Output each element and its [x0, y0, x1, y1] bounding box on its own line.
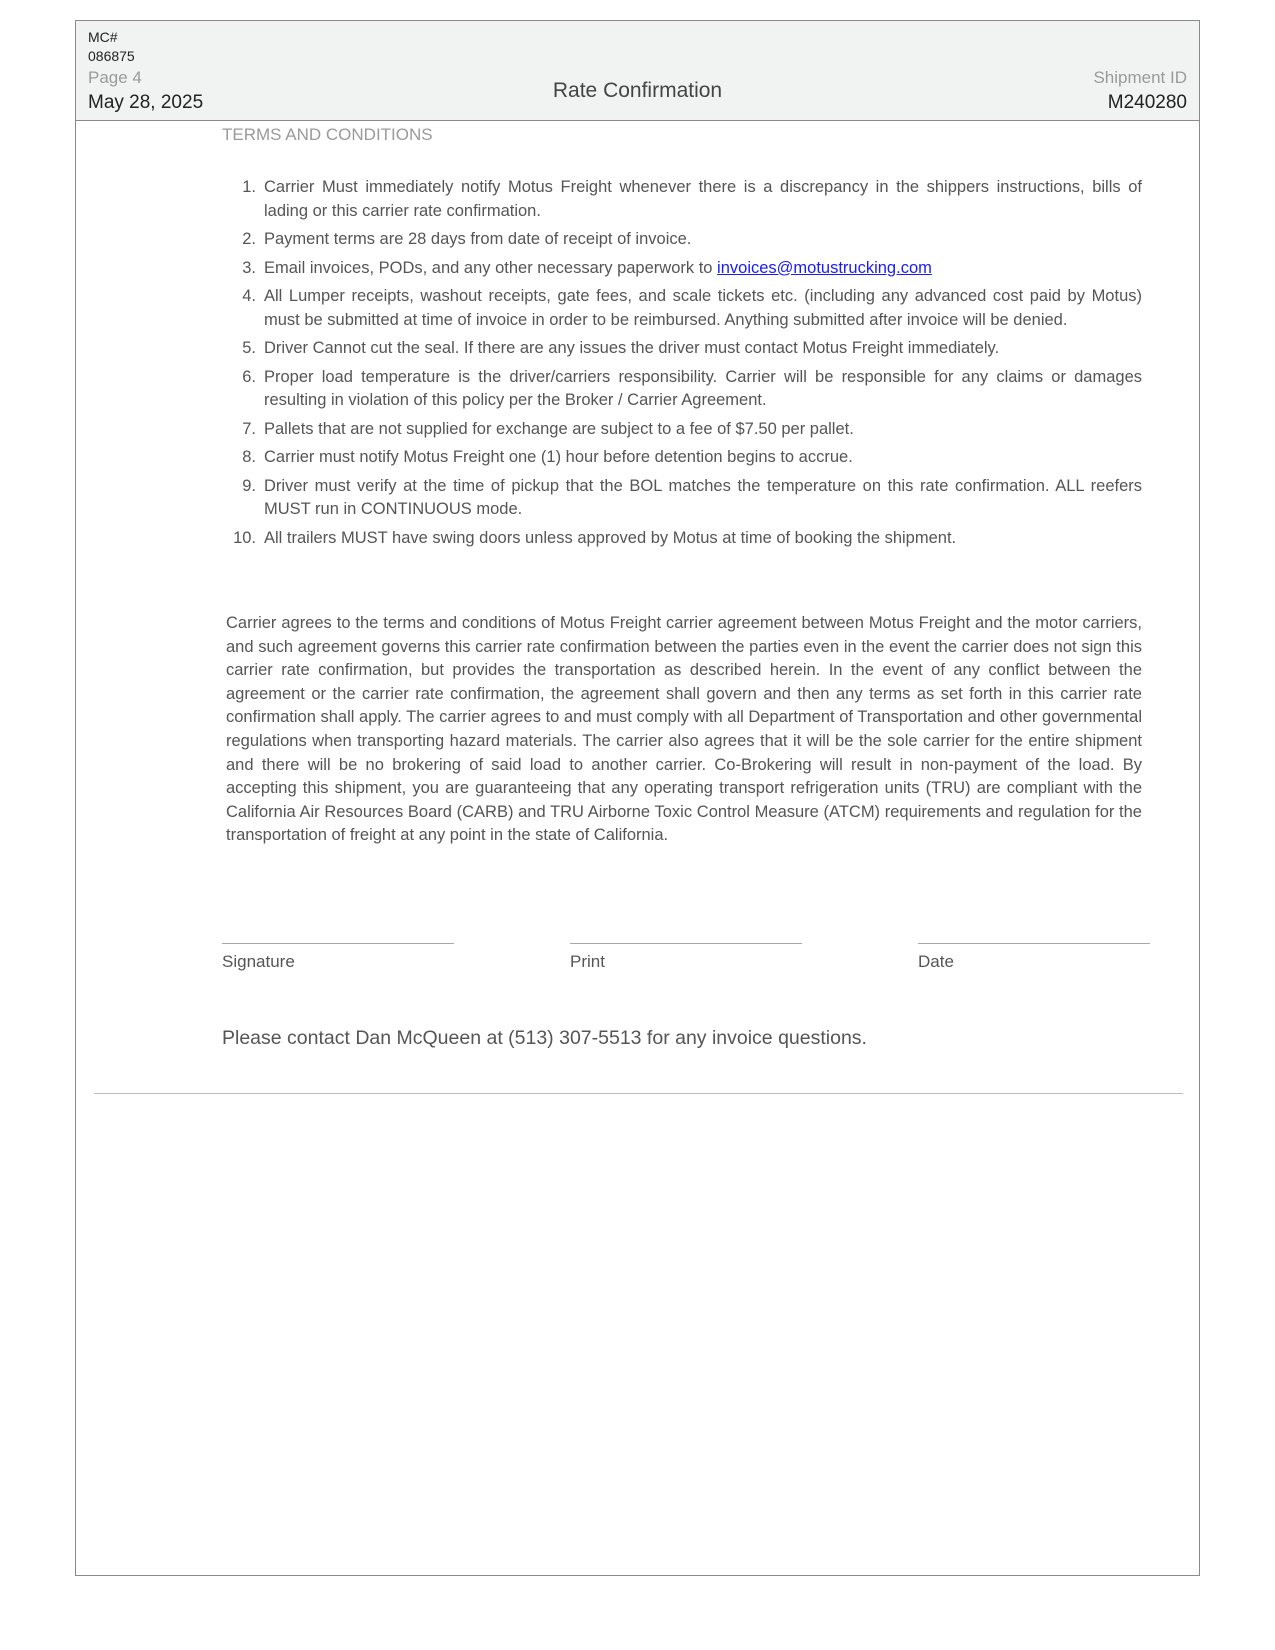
terms-item: [222, 446, 1142, 470]
terms-item-text: Carrier must notify Motus Freight one (1) hour before detention begins to accrue.: [264, 448, 853, 466]
document-date: May 28, 2025: [88, 92, 204, 113]
document-title: Rate Confirmation: [552, 79, 723, 102]
mc-label: MC#: [88, 29, 118, 45]
terms-item-number: 10.: [233, 528, 256, 547]
terms-item-text: Carrier Must immediately notify Motus Freight whenever there is a discrepancy in the shippers instructions, bills of lading or this carrier rate confirmation.: [264, 178, 1142, 220]
mc-number: 086875: [88, 48, 135, 64]
terms-item-text: Pallets that are not supplied for exchange are subject to a fee of $7.50 per pallet.: [264, 419, 854, 438]
terms-item-number: 3.: [242, 258, 256, 277]
terms-item: [222, 418, 1142, 442]
terms-item-number: 2.: [242, 230, 256, 248]
invoice-email-link[interactable]: invoices@motustrucking.com: [717, 258, 932, 277]
signature-label: Signature: [222, 952, 295, 971]
terms-item: [222, 366, 1142, 413]
date-field[interactable]: [918, 943, 1150, 972]
date-label: Date: [918, 952, 954, 971]
terms-item: [222, 257, 1142, 281]
terms-item: [222, 228, 1142, 252]
terms-item-number: 7.: [242, 419, 256, 438]
document-header: [76, 21, 1199, 121]
terms-item-number: 4.: [242, 287, 256, 305]
terms-item: [222, 285, 1142, 332]
signature-field[interactable]: [222, 943, 454, 972]
terms-item-number: 9.: [242, 476, 256, 495]
terms-item-text: Payment terms are 28 days from date of receipt of invoice.: [264, 230, 692, 248]
print-label: Print: [570, 952, 605, 971]
terms-item: [222, 176, 1142, 223]
terms-item-number: 5.: [242, 339, 256, 357]
terms-item: [222, 475, 1142, 522]
terms-list: [222, 176, 1142, 555]
page-number: Page 4: [88, 68, 142, 87]
signature-line: [222, 943, 454, 944]
terms-item-text: Driver must verify at the time of pickup that the BOL matches the temperature on this rate confirmation. ALL reefers MUST run in CONTINUOUS mode.: [264, 476, 1142, 518]
terms-item-text: Driver Cannot cut the seal. If there are any issues the driver must contact Motus Freight immediately.: [264, 339, 1000, 357]
terms-heading: TERMS AND CONDITIONS: [222, 125, 433, 144]
terms-item-number: 8.: [242, 448, 256, 466]
terms-item-text: All trailers MUST have swing doors unless approved by Motus at time of booking the shipment.: [264, 528, 957, 547]
invoice-contact-line: Please contact Dan McQueen at (513) 307-5513 for any invoice questions.: [222, 1027, 867, 1049]
terms-item-number: 6.: [242, 367, 256, 386]
terms-item: [222, 527, 1142, 551]
date-line: [918, 943, 1150, 944]
carrier-agreement-paragraph: Carrier agrees to the terms and conditions of Motus Freight carrier agreement between Motus Freight and the motor carriers, and such agreement governs this carrier rate confirmation between the parties even in the event the carrier does not sign this carrier rate confirmation, but provides the transportation as described herein. In the event of any conflict between the agreement or the carrier rate confirmation, the agreement shall govern and then any terms as set forth in this carrier rate confirmation shall apply. The carrier agrees to and must comply with all Department of Transportation and other governmental regulations when transporting hazard materials. The carrier also agrees that it will be the sole carrier for the entire shipment and there will be no brokering of said load to another carrier. Co-Brokering will result in non-payment of the load. By accepting this shipment, you are guaranteeing that any operating transport refrigeration units (TRU) are compliant with the California Air Resources Board (CARB) and TRU Airborne Toxic Control Measure (ATCM) requirements and regulation for the transportation of freight at any point in the state of California.: [226, 614, 1142, 845]
terms-item-text: All Lumper receipts, washout receipts, gate fees, and scale tickets etc. (including any advanced cost paid by Motus) must be submitted at time of invoice in order to be reimbursed. Anything submitted after invoice will be denied.: [264, 287, 1142, 329]
shipment-id-value: M240280: [1107, 92, 1187, 113]
print-line: [570, 943, 802, 944]
shipment-id-label: Shipment ID: [1093, 68, 1187, 87]
print-field[interactable]: [570, 943, 802, 972]
terms-item-text: Proper load temperature is the driver/carriers responsibility. Carrier will be responsible for any claims or damages resulting in violation of this policy per the Broker / Carrier Agreement.: [264, 367, 1142, 409]
terms-item-number: 1.: [242, 178, 256, 196]
terms-item-text: Email invoices, PODs, and any other necessary paperwork to: [264, 258, 718, 277]
terms-item: [222, 337, 1142, 361]
footer-divider: [94, 1093, 1183, 1094]
